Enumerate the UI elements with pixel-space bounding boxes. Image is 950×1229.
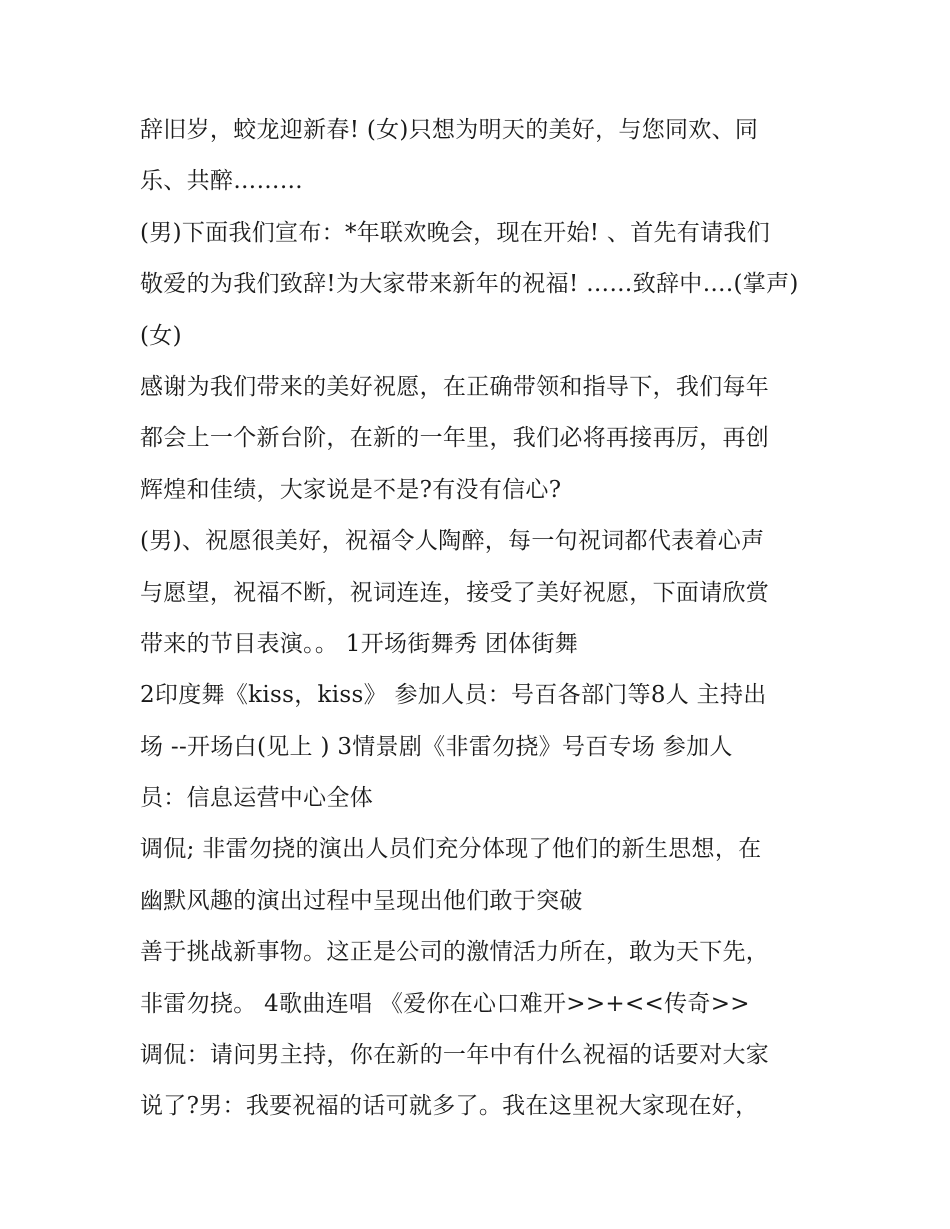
text-line: 辉煌和佳绩，大家说是不是?有没有信心? bbox=[140, 476, 562, 503]
text-line: 感谢为我们带来的美好祝愿，在正确带领和指导下，我们每年 bbox=[140, 373, 770, 400]
text-line: 调侃; 非雷勿挠的演出人员们充分体现了他们的新生思想，在 bbox=[140, 836, 762, 863]
text-line: 乐、共醉……… bbox=[140, 168, 304, 195]
text-line: (男)下面我们宣布：*年联欢晚会，现在开始! 、首先有请我们 bbox=[140, 219, 770, 246]
text-line: 带来的节目表演。。 1开场街舞秀 团体街舞 bbox=[140, 630, 579, 657]
text-line: (男)、祝愿很美好，祝福令人陶醉，每一句祝词都代表着心声 bbox=[140, 528, 765, 555]
text-line: 员：信息运营中心全体 bbox=[140, 785, 373, 812]
text-line: 善于挑战新事物。这正是公司的激情活力所在，敢为天下先， bbox=[140, 939, 770, 966]
text-line: 说了?男：我要祝福的话可就多了。我在这里祝大家现在好， bbox=[140, 1093, 759, 1120]
text-line: 幽默风趣的演出过程中呈现出他们敢于突破 bbox=[140, 887, 583, 914]
text-line: 辞旧岁，蛟龙迎新春! (女)只想为明天的美好，与您同欢、同 bbox=[140, 117, 759, 143]
text-line: 场 --开场白(见上 ) 3情景剧《非雷勿挠》号百专场 参加人 bbox=[140, 733, 733, 760]
text-line: 与愿望，祝福不断，祝词连连，接受了美好祝愿，下面请欣赏 bbox=[140, 579, 770, 606]
text-line: 调侃：请问男主持，你在新的一年中有什么祝福的话要对大家 bbox=[140, 1042, 770, 1069]
document-body bbox=[140, 105, 830, 1133]
text-line: 敬爱的为我们致辞!为大家带来新年的祝福! ……致辞中….(掌声) bbox=[140, 271, 799, 298]
text-line: 都会上一个新台阶，在新的一年里，我们必将再接再厉，再创 bbox=[140, 425, 770, 452]
text-line: 2印度舞《kiss，kiss》 参加人员：号百各部门等8人 主持出 bbox=[140, 682, 767, 709]
text-line: (女) bbox=[140, 322, 182, 349]
text-line: 非雷勿挠。 4歌曲连唱 《爱你在心口难开>>+<<传奇>> bbox=[140, 990, 750, 1017]
